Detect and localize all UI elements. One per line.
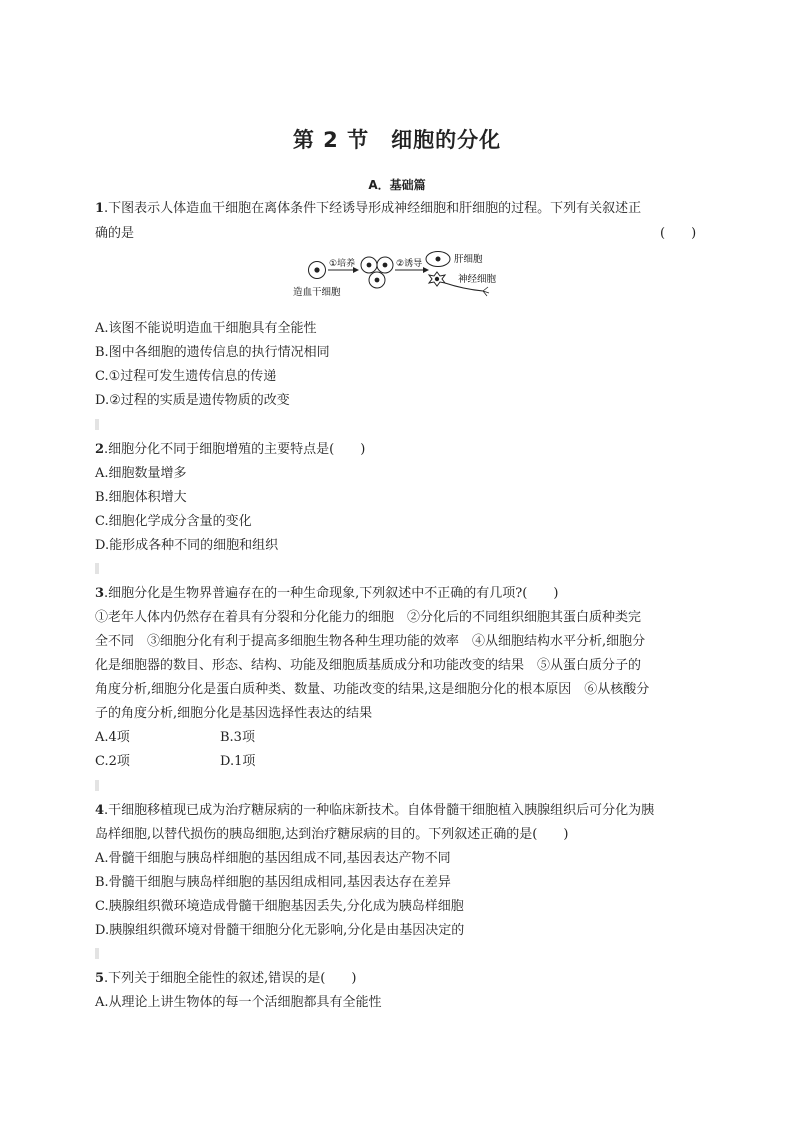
q3-number: 3 [95, 586, 105, 601]
q3-options-row2 [95, 752, 256, 772]
stem-cell-icon [309, 262, 326, 279]
cell-cluster-icon [361, 257, 393, 288]
q4-option-b: B.骨髓干细胞与胰岛样细胞的基因组成相同,基因表达存在差异 [95, 875, 451, 890]
q2-option-d: D.能形成各种不同的细胞和组织 [95, 538, 279, 553]
q3-stem [95, 584, 558, 604]
q3-body-line1: ①老年人体内仍然存在着具有分裂和分化能力的细胞 ②分化后的不同组织细胞其蛋白质种类完 [95, 610, 642, 625]
page-title: 第 2 节 细胞的分化 [292, 128, 502, 152]
q4-option-a: A.骨髓干细胞与胰岛样细胞的基因组成不同,基因表达产物不同 [95, 851, 451, 866]
q1-answer-paren: ( ) [660, 226, 697, 241]
q1-stem-line1 [95, 199, 641, 219]
answer-space-marker [95, 780, 99, 791]
q5-stem [95, 969, 356, 989]
answer-space-marker [95, 563, 99, 574]
q3-option-a: A.4项 [95, 730, 130, 745]
q2-option-c: C.细胞化学成分含量的变化 [95, 514, 252, 529]
q1-stem-line2: 确的是 [95, 226, 135, 241]
label-culture: ①培养 [329, 259, 356, 269]
q5-number: 5 [95, 971, 105, 986]
q4-number: 4 [95, 803, 105, 818]
q2-number: 2 [95, 442, 105, 457]
q4-option-d: D.胰腺组织微环境对骨髓干细胞分化无影响,分化是由基因决定的 [95, 923, 465, 938]
answer-space-marker [95, 948, 99, 959]
q2-option-b: B.细胞体积增大 [95, 490, 187, 505]
q3-stem-text: .细胞分化是生物界普遍存在的一种生命现象,下列叙述中不正确的有几项?( ) [104, 586, 559, 601]
liver-cell-icon [426, 252, 450, 267]
q4-option-c: C.胰腺组织微环境造成骨髓干细胞基因丢失,分化成为胰岛样细胞 [95, 899, 464, 914]
q3-option-b: B.3项 [220, 730, 255, 745]
q3-body-line4: 角度分析,细胞分化是蛋白质种类、数量、功能改变的结果,这是细胞分化的根本原因 ⑥从核酸分 [95, 682, 650, 697]
q4-stem-line2: 岛样细胞,以替代损伤的胰岛细胞,达到治疗糖尿病的目的。下列叙述正确的是( ) [95, 827, 569, 842]
q1-option-d: D.②过程的实质是遗传物质的改变 [95, 393, 290, 408]
answer-space-marker [95, 419, 99, 430]
label-induce: ②诱导 [396, 259, 423, 269]
section-heading: A．基础篇 [368, 178, 426, 192]
q4-stem-text: .干细胞移植现已成为治疗糖尿病的一种临床新技术。自体骨髓干细胞植入胰腺组织后可分化为胰 [104, 803, 655, 818]
q3-option-c: C.2项 [95, 754, 130, 769]
q4-stem-line1 [95, 801, 654, 821]
q3-body-line2: 全不同 ③细胞分化有利于提高多细胞生物各种生理功能的效率 ④从细胞结构水平分析,细胞分 [95, 634, 646, 649]
q3-body-line5: 子的角度分析,细胞分化是基因选择性表达的结果 [95, 706, 373, 721]
q3-body-line3: 化是细胞器的数目、形态、结构、功能及细胞质基质成分和功能改变的结果 ⑤从蛋白质分子的 [95, 658, 642, 673]
label-stem-cell: 造血干细胞 [293, 287, 341, 298]
q5-stem-text: .下列关于细胞全能性的叙述,错误的是( ) [104, 971, 357, 986]
q1-stem-text: .下图表示人体造血干细胞在离体条件下经诱导形成神经细胞和肝细胞的过程。下列有关叙述正 [104, 201, 642, 216]
q3-option-d: D.1项 [220, 754, 256, 769]
label-nerve-cell: 神经细胞 [458, 274, 497, 285]
label-liver-cell: 肝细胞 [454, 254, 483, 265]
q2-option-a: A.细胞数量增多 [95, 466, 187, 481]
q2-stem [95, 440, 365, 460]
q1-option-c: C.①过程可发生遗传信息的传递 [95, 369, 277, 384]
q1-number: 1 [95, 201, 105, 216]
q1-option-a: A.该图不能说明造血干细胞具有全能性 [95, 321, 317, 336]
q1-figure [288, 243, 518, 301]
q3-options-row1 [95, 728, 255, 748]
q2-stem-text: .细胞分化不同于细胞增殖的主要特点是( ) [104, 442, 366, 457]
q1-option-b: B.图中各细胞的遗传信息的执行情况相同 [95, 345, 330, 360]
q5-option-a: A.从理论上讲生物体的每一个活细胞都具有全能性 [95, 995, 382, 1010]
